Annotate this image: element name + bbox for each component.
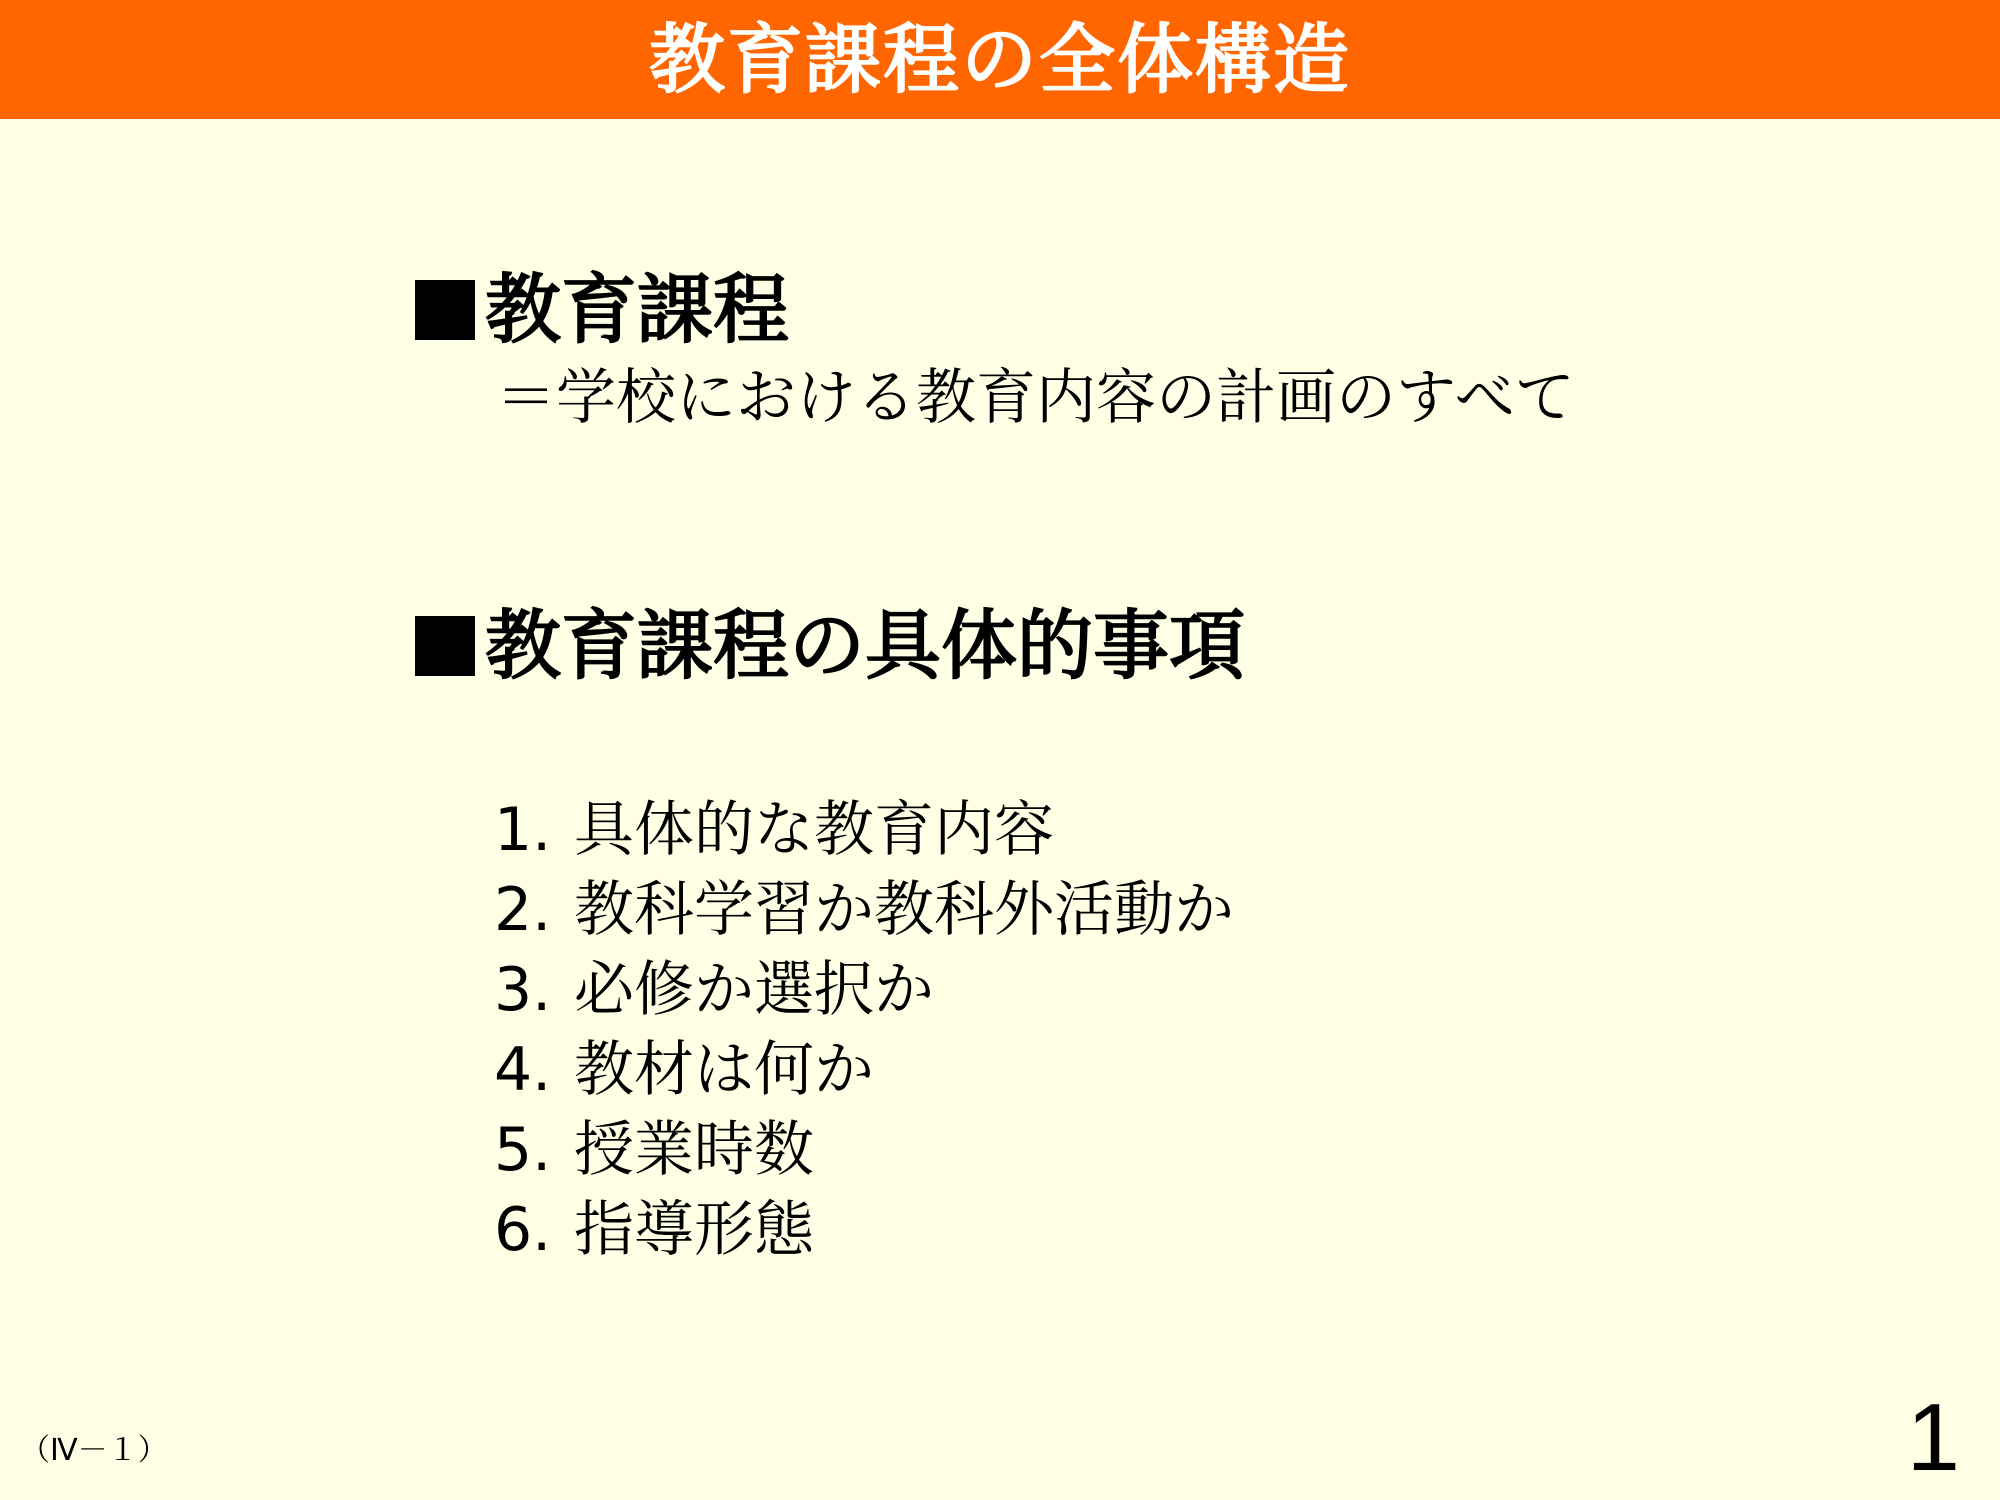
square-bullet-icon (415, 616, 475, 676)
section-heading-label: 教育課程 (485, 265, 789, 354)
list-item (494, 950, 1234, 1030)
section-heading-curriculum (415, 265, 789, 354)
section-reference: （Ⅳ－１） (20, 1433, 168, 1468)
list-item-number: 2. (494, 875, 552, 945)
title-bar (0, 0, 2000, 119)
list-item (494, 870, 1234, 950)
section-heading-details (415, 601, 1245, 690)
list-item (494, 1190, 1234, 1270)
list-item-text: 教材は何か (574, 1035, 874, 1105)
list-item-number: 6. (494, 1195, 552, 1265)
list-item-number: 5. (494, 1115, 552, 1185)
list-item-number: 4. (494, 1035, 552, 1105)
list-item-text: 必修か選択か (574, 955, 934, 1025)
page-number: 1 (1906, 1384, 1960, 1491)
list-item-text: 具体的な教育内容 (574, 795, 1054, 865)
list-item (494, 1110, 1234, 1190)
list-item-number: 1. (494, 795, 552, 865)
section-heading-label: 教育課程の具体的事項 (485, 601, 1245, 690)
page-title: 教育課程の全体構造 (649, 14, 1351, 104)
square-bullet-icon (415, 280, 475, 340)
curriculum-definition: ＝学校における教育内容の計画のすべて (496, 363, 1575, 433)
list-item-text: 教科学習か教科外活動か (574, 875, 1234, 945)
list-item-text: 指導形態 (574, 1195, 814, 1265)
list-item-number: 3. (494, 955, 552, 1025)
list-item (494, 790, 1234, 870)
list-item-text: 授業時数 (574, 1115, 814, 1185)
detail-list (494, 790, 1234, 1270)
list-item (494, 1030, 1234, 1110)
